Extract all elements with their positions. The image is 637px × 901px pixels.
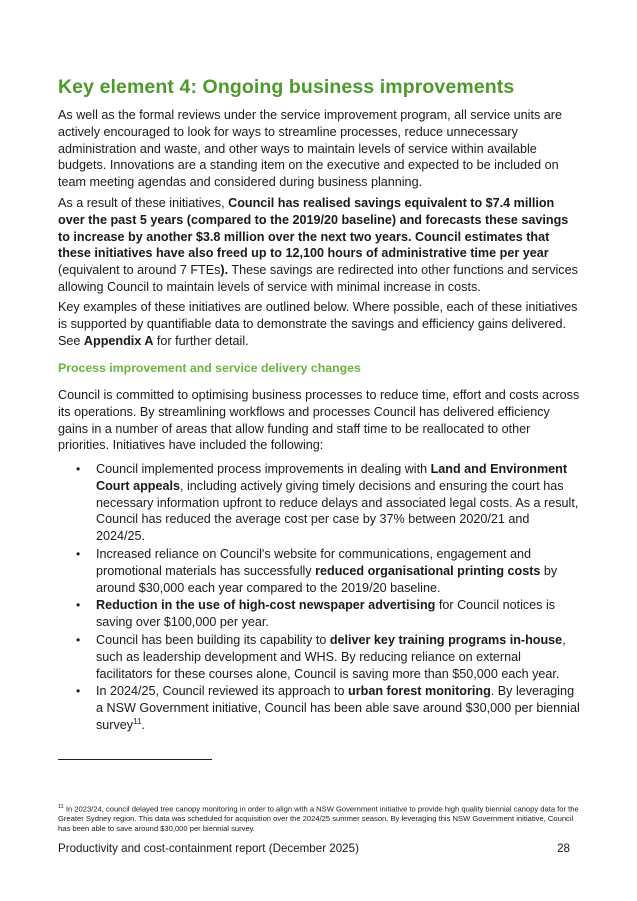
initiatives-list [58,461,580,735]
text-run: Council implemented process improvements in dealing with [96,462,431,476]
bold-run: ). [220,263,229,278]
bold-run: Land and Environment Court appeals [96,462,568,493]
text-run: , such as leadership development and WHS. By reducing reliance on external facilitators for these courses alone, Council is saving more than $50,000 each year. [96,632,566,681]
bullet-icon: • [76,462,81,476]
appendix-link-text: Appendix A [83,333,154,348]
list-item [58,683,580,733]
bold-run: urban forest monitoring [348,684,491,699]
text-run: Council has been building its capability to [96,632,330,647]
bullet-icon: • [76,598,81,613]
savings-paragraph [58,195,580,296]
text-run: for Council notices is saving over $100,000 per year. [96,598,556,630]
text-run: . By leveraging a NSW Government initiative, Council has been able save around $30,000 per biennial survey [96,684,580,732]
text-run: by around $30,000 each year compared to the 2019/20 baseline. [96,563,558,595]
bullet-icon: • [76,684,81,699]
text-run: As a result of these initiatives, [58,196,229,210]
footnote-divider [58,759,212,760]
text-run: These savings are redirected into other functions and services allowing Council to maintain levels of service with minimal increase in costs. [58,263,578,294]
process-paragraph: Council is committed to optimising business processes to reduce time, effort and costs across its operations. By streamlining workflows and processes Council has delivered efficiency gains in a number of areas that allow funding and staff time to be reallocated to other priorities. Initiatives have included the following: [58,388,580,453]
bullet-icon: • [76,546,81,561]
footer-title: Productivity and cost-containment report (December 2025) [58,842,359,855]
list-item [58,597,580,631]
page-footer [58,842,580,855]
bold-run: Council has realised savings equivalent to $7.4 million over the past 5 years (compared to the 2019/20 baseline) and forecasts these savings to increase by another $3.8 million over the next two years. Council estimates that these initiatives have also freed up to 12,100 hours of administrative time per year [58,196,569,261]
text-run: Key examples of these initiatives are outlined below. Where possible, each of these initiatives is supported by quantifiable data to demonstrate the savings and efficiency gains delivered. See [58,300,578,348]
text-run: , including actively giving timely decisions and ensuring the court has necessary information upfront to reduce delays and associated legal costs. As a result, Council has reduced the average cost per case by 37% between 2020/21 and 2024/25. [96,478,579,544]
list-item [58,632,580,682]
bold-run: Reduction in the use of high-cost newspaper advertising [96,598,436,613]
footnote-reference[interactable]: 11 [133,716,142,726]
footnote-text: In 2023/24, council delayed tree canopy monitoring in order to align with a NSW Government initiative to provide high quality biennial canopy data for the Greater Sydney region. This data was scheduled for acquisition over the 2024/25 summer season. By leveraging this NSW Government initiative, Council has been able to save around $30,000 per biennial survey. [58,804,579,833]
bullet-icon: • [76,632,81,647]
bold-run: reduced organisational printing costs [315,563,541,578]
footnote-number: 11 [58,804,64,810]
text-run: In 2024/25, Council reviewed its approach to [96,684,349,699]
text-run: Increased reliance on Council's website for communications, engagement and promotional materials has successfully [96,546,532,578]
page-number: 28 [557,842,570,855]
list-item [58,461,580,545]
text-run: for further detail. [153,333,249,348]
examples-paragraph [58,299,580,349]
footnote [58,803,582,833]
subsection-heading: Process improvement and service delivery changes [58,361,361,375]
intro-paragraph: As well as the formal reviews under the service improvement program, all service units are actively encouraged to look for ways to streamline processes, reduce unnecessary administration and waste, and other ways to maintain levels of service within available budgets. Innovations are a standing item on the executive and expected to be included on team meeting agendas and considered during business planning. [58,108,562,190]
bold-run: deliver key training programs in-house [329,632,563,647]
text-run: . [141,717,145,732]
list-item [58,546,580,596]
text-run: (equivalent to around 7 FTEs [58,263,221,278]
section-heading: Key element 4: Ongoing business improvements [58,76,515,98]
